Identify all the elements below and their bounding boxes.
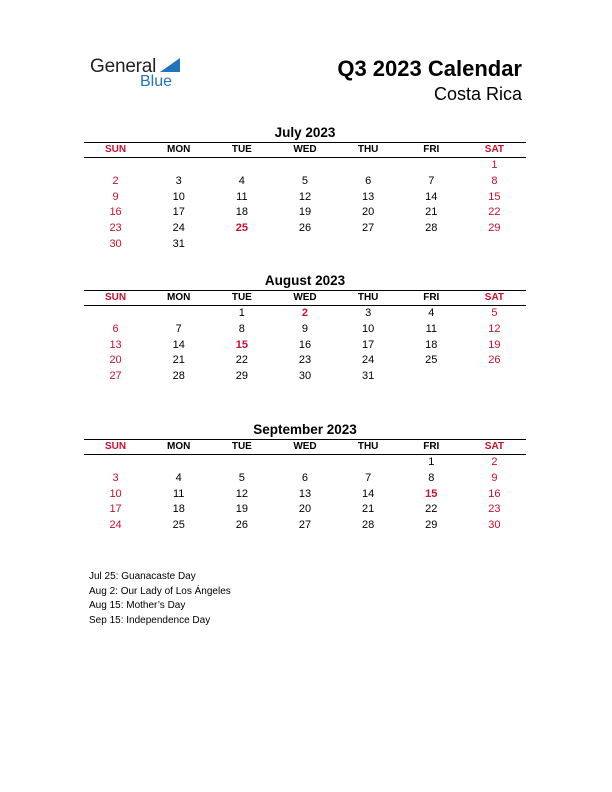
day-cell: 6: [365, 174, 372, 187]
day-cell: [337, 455, 400, 471]
day-cell: [337, 237, 400, 253]
day-cell: 8: [428, 471, 435, 484]
day-cell: 14: [362, 487, 375, 500]
weekday-label: SUN: [105, 441, 127, 452]
week-row: [84, 455, 526, 471]
day-cell: 14: [425, 190, 438, 203]
day-cell: 27: [298, 519, 312, 532]
day-cell: 28: [172, 370, 185, 383]
day-cell: 20: [362, 206, 375, 219]
day-cell: 16: [109, 206, 122, 219]
day-cell: 4: [175, 471, 182, 484]
day-cell: 12: [298, 190, 312, 203]
month-july: [84, 124, 526, 253]
month-september: [84, 421, 526, 534]
month-title: July 2023: [274, 125, 336, 140]
week-row: [84, 237, 526, 253]
day-cell: 4: [238, 174, 245, 187]
day-cell: [84, 158, 147, 174]
day-cell: [147, 455, 210, 471]
day-cell: 24: [109, 519, 122, 532]
weekday-label: TUE: [231, 144, 252, 155]
day-cell: [273, 237, 336, 253]
day-cell: 29: [235, 370, 248, 383]
day-cell: 26: [235, 519, 248, 532]
day-cell: 30: [298, 370, 312, 383]
weekday-label: FRI: [423, 441, 440, 452]
day-cell: 24: [172, 222, 185, 235]
day-cell: 5: [238, 471, 245, 484]
logo-triangle-icon: [160, 58, 180, 72]
week-row: [84, 322, 526, 338]
month-title: August 2023: [264, 273, 346, 288]
day-cell: 29: [488, 222, 501, 235]
day-cell: [400, 237, 463, 253]
weekday-label: WED: [293, 144, 317, 155]
day-cell: 17: [362, 338, 375, 351]
day-cell: [147, 306, 210, 322]
day-cell: [210, 455, 273, 471]
day-cell: 7: [428, 174, 435, 187]
day-cell: 25: [235, 222, 248, 235]
day-cell: 24: [362, 354, 375, 367]
week-row: [84, 487, 526, 503]
day-cell: 10: [109, 487, 122, 500]
day-cell: [463, 369, 526, 385]
day-cell: 31: [172, 237, 185, 250]
logo-general-text: General: [90, 56, 157, 77]
day-cell: 6: [112, 322, 119, 335]
logo: [90, 56, 190, 92]
day-cell: 26: [488, 354, 501, 367]
weekday-label: SAT: [484, 441, 505, 452]
day-cell: [400, 158, 463, 174]
day-cell: 27: [109, 370, 122, 383]
month-august: [84, 272, 526, 385]
day-cell: 18: [235, 206, 248, 219]
day-cell: 2: [112, 174, 119, 187]
day-cell: 8: [491, 174, 498, 187]
day-cell: [210, 237, 273, 253]
week-row: [84, 471, 526, 487]
day-cell: [273, 158, 336, 174]
weekday-header-row: [84, 439, 526, 455]
day-cell: 9: [301, 322, 309, 335]
day-cell: [147, 158, 210, 174]
week-row: [84, 190, 526, 206]
day-cell: 15: [235, 338, 248, 351]
day-cell: 7: [175, 322, 182, 335]
day-cell: 17: [109, 503, 122, 516]
day-cell: 23: [109, 222, 122, 235]
holiday-item: Aug 15: Mother’s Day: [89, 600, 186, 611]
day-cell: 12: [488, 322, 501, 335]
weekday-label: SUN: [105, 292, 127, 303]
day-cell: 27: [362, 222, 375, 235]
weekday-label: THU: [357, 144, 379, 155]
day-cell: 1: [491, 159, 498, 171]
day-cell: 14: [172, 338, 185, 351]
day-cell: 13: [109, 338, 122, 351]
holiday-item: Jul 25: Guanacaste Day: [89, 571, 196, 582]
holiday-list: [89, 570, 231, 628]
day-cell: 18: [425, 338, 438, 351]
day-cell: 12: [235, 487, 248, 500]
week-row: [84, 338, 526, 354]
day-cell: 17: [172, 206, 185, 219]
weekday-label: TUE: [231, 292, 252, 303]
day-cell: 30: [488, 519, 501, 532]
day-cell: 1: [238, 307, 245, 319]
day-cell: 2: [301, 307, 309, 319]
day-cell: 9: [112, 190, 119, 203]
day-cell: 11: [173, 487, 185, 500]
week-row: [84, 518, 526, 534]
day-cell: 11: [425, 322, 437, 335]
day-cell: 3: [175, 174, 182, 187]
week-row: [84, 369, 526, 385]
day-cell: [84, 306, 147, 322]
week-row: [84, 174, 526, 190]
day-cell: 29: [425, 519, 438, 532]
day-cell: 18: [172, 503, 185, 516]
weekday-label: THU: [357, 441, 379, 452]
day-cell: 21: [425, 206, 438, 219]
weekday-label: WED: [293, 441, 317, 452]
day-cell: 2: [491, 456, 498, 468]
day-cell: 13: [362, 190, 375, 203]
weekday-label: SAT: [484, 292, 505, 303]
day-cell: 3: [112, 471, 119, 484]
day-cell: 21: [362, 503, 375, 516]
weekday-label: THU: [357, 292, 379, 303]
day-cell: 11: [236, 190, 248, 203]
day-cell: 19: [298, 206, 312, 219]
week-row: [84, 205, 526, 221]
weekday-label: SUN: [105, 144, 127, 155]
weekday-header-row: [84, 142, 526, 158]
week-row: [84, 502, 526, 518]
holiday-item: Aug 2: Our Lady of Los Ángeles: [89, 585, 231, 597]
day-cell: [463, 237, 526, 253]
week-row: [84, 221, 526, 237]
week-row: [84, 353, 526, 369]
day-cell: 25: [172, 519, 185, 532]
day-cell: [84, 455, 147, 471]
day-cell: 15: [488, 190, 501, 203]
day-cell: 23: [298, 354, 312, 367]
weekday-label: TUE: [231, 441, 252, 452]
day-cell: 26: [298, 222, 312, 235]
weekday-label: FRI: [423, 144, 440, 155]
logo-blue-text: Blue: [140, 73, 173, 90]
day-cell: 22: [425, 503, 438, 516]
day-cell: 30: [109, 237, 122, 250]
day-cell: 20: [298, 503, 312, 516]
day-cell: 10: [172, 190, 185, 203]
day-cell: 9: [491, 471, 498, 484]
day-cell: 23: [488, 503, 501, 516]
day-cell: 25: [425, 354, 438, 367]
day-cell: 20: [109, 354, 122, 367]
day-cell: 13: [298, 487, 312, 500]
weekday-label: MON: [167, 441, 191, 452]
week-row: [84, 158, 526, 174]
day-cell: [273, 455, 336, 471]
day-cell: 6: [301, 471, 309, 484]
day-cell: 7: [365, 471, 372, 484]
day-cell: 28: [425, 222, 438, 235]
day-cell: 3: [365, 307, 372, 319]
day-cell: [400, 369, 463, 385]
page-title: Q3 2023 Calendar: [337, 56, 522, 81]
page-subtitle: Costa Rica: [433, 84, 522, 104]
day-cell: [337, 158, 400, 174]
day-cell: 16: [488, 487, 501, 500]
weekday-label: MON: [167, 292, 191, 303]
weekday-label: SAT: [484, 144, 505, 155]
day-cell: 10: [362, 322, 375, 335]
day-cell: 4: [428, 307, 435, 319]
month-title: September 2023: [253, 422, 357, 437]
holiday-item: Sep 15: Independence Day: [89, 614, 211, 626]
day-cell: 16: [298, 338, 312, 351]
week-row: [84, 306, 526, 322]
weekday-label: WED: [293, 292, 317, 303]
day-cell: 21: [172, 354, 185, 367]
day-cell: 1: [428, 456, 435, 468]
weekday-label: FRI: [423, 292, 440, 303]
weekday-header-row: [84, 290, 526, 306]
day-cell: 5: [301, 174, 309, 187]
day-cell: [210, 158, 273, 174]
day-cell: 8: [238, 322, 245, 335]
day-cell: 31: [362, 370, 375, 383]
day-cell: 5: [491, 307, 498, 319]
day-cell: 15: [425, 487, 438, 500]
day-cell: 19: [488, 338, 501, 351]
weekday-label: MON: [167, 144, 191, 155]
day-cell: 22: [235, 354, 248, 367]
day-cell: 22: [488, 206, 501, 219]
day-cell: 28: [362, 519, 375, 532]
day-cell: 19: [235, 503, 248, 516]
